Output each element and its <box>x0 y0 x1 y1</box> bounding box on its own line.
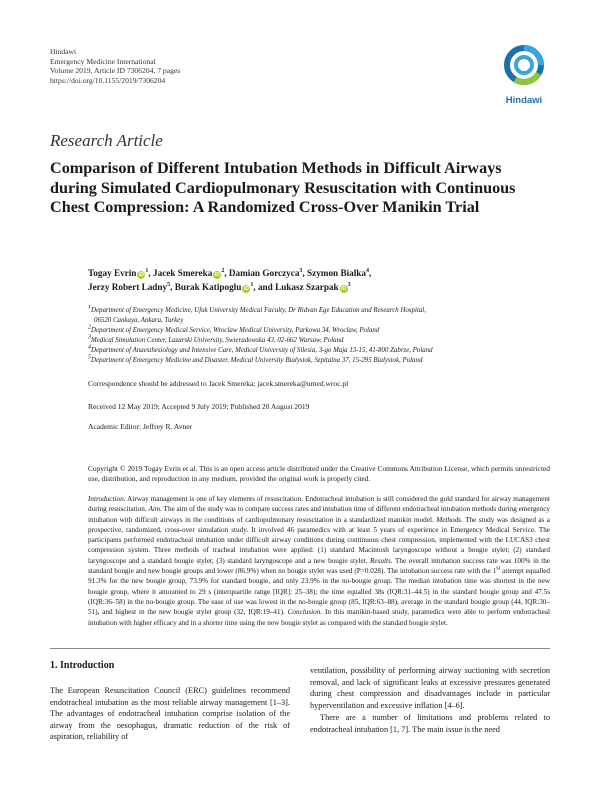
publication-dates: Received 12 May 2019; Accepted 9 July 2019; Published 20 August 2019 <box>88 402 310 411</box>
affiliation-item: $^1$Department of Emergency Medicine, Ufuk University Medical Faculty, Dr Ridvan Ege Education and Research Hospital, <box>88 304 426 314</box>
journal-name: Emergency Medicine International <box>50 56 156 66</box>
abstract-label-introduction: Introduction. <box>88 495 126 503</box>
body-column-left <box>50 685 290 743</box>
author[interactable]: Jacek Smereka $iD^2$ <box>153 267 225 278</box>
copyright-notice: Copyright © 2019 Togay Evrin et al. This is an open access article distributed under the Creative Commons Attribution License, which permits unrestricted use, distribution, and reproduction in any medium, provided the original work is properly cited. <box>88 464 550 484</box>
hindawi-logo <box>496 42 552 104</box>
volume-info: Volume 2019, Article ID 7306204, 7 pages <box>50 66 181 76</box>
section-divider <box>50 648 550 649</box>
paragraph: The European Resuscitation Council (ERC) guidelines recommend endotracheal intubation as the most reliable airway management [1–3]. The advantages of endotracheal intubation comprise isolation of the airway from the oesophagus, dramatic reduction of the risk of aspiration, reliability of <box>50 686 290 742</box>
abstract-label-results: Results. <box>370 556 393 565</box>
affiliation-item: $^2$Department of Emergency Medical Service, Wroclaw Medical University, Parkowa 34, Wroclaw, Poland <box>88 324 380 335</box>
hindawi-logo-icon <box>496 42 552 88</box>
section-heading: 1. Introduction <box>50 660 115 671</box>
article-title: Comparison of Different Intubation Methods in Difficult Airways during Simulated Cardiopulmonary Resuscitation with Continuous Chest Compression: A Randomized Cross-Over Manikin Trial <box>50 159 516 216</box>
affiliation-item: $^4$Department of Anaesthesiology and Intensive Care, Medical University of Silesia, 3-go Maja 13-15, 41-800 Zabrze, Poland <box>88 345 433 355</box>
body-column-right <box>310 665 550 736</box>
publisher-name: Hindawi <box>50 47 77 56</box>
abstract: Introduction. Airway management is one of key elements of resuscitation. Endotracheal intubation is still considered the gold standard for airway management during resuscitation. Aim. The aim of the study was to compare success rates and intubation time of different endotracheal intubation methods during emergency intubation with difficult airways in the conditions of cardiopulmonary resuscitation in a standardized manikin model. Methods. The study was designed as a prospective, randomized, cross-over simulation study. It involved 46 paramedics with at least 5 years of experience in Emergency Medical Service. The participants performed endotracheal intubation under difficult airway conditions during continuous chest compression, implemented with the LUCAS3 chest compression system. Three methods of tracheal intubation were applied: (1) standard Macintosh laryngoscope without a bougie stylet; (2) standard laryngoscope and a standard bougie stylet; (3) standard laryngoscope and a new bougie stylet. Results. The overall intubation success rate was 100% in the standard bougie and new bougie groups and lower (86.9%) when no bougie stylet was used (P=0.028). The intubation success rate with the 1st attempt equalled 91.3% for the new bougie group, 73.9% for standard bougie, and only 23.9% in the no-bougie group. The median intubation time was shortest in the new bougie group, where it amounted to 29 s (interquartile range [IQR]: 25–38); the time equalled 38s (IQR:31–44.5) in the standard bougie group and 47.5s (IQR:36–58) in the no-bougie group. The ease of use was lowest in the no-bougie group (85, IQR:63–88), average in the standard bougie group (44, IQR:30–51), and highest in the new bougie stylet group (32, IQR:19–41). Conclusion. In this manikin-based study, paramedics were able to perform endotracheal intubation with higher efficacy and in a shorter time using the new bougie stylet as compared with the standard bougie stylet. <box>88 495 551 627</box>
article-type: Research Article <box>50 131 163 150</box>
journal-header <box>50 47 180 85</box>
orcid-icon[interactable]: iD <box>243 286 249 292</box>
paragraph: ventilation, possibility of performing airway suctioning with secretion removal, and lack of significant leaks at excessive pressures generated during chest compression and disadvantages include in particular hyperventilation and excessive inflation [4–6]. <box>310 666 550 710</box>
affiliation-item: $^3$Medical Simulation Center, Lazarski University, Swieradowska 43, 02-662 Warsaw, Poland <box>88 334 344 345</box>
academic-editor: Academic Editor: Jeffrey R. Avner <box>88 422 193 431</box>
doi-link[interactable]: https://doi.org/10.1155/2019/7306204 <box>50 75 166 85</box>
author[interactable]: Damian Gorczyca$^3$ <box>228 267 303 278</box>
author-list: Togay Evrin $iD^1$, Jacek Smereka $iD^2$, Damian Gorczyca$^3$, Szymon Bialka$^4$, Jerzy Robert Ladny$^5$, Burak Katipoglu $iD^1$, and Lukasz Szarpak $iD^3$ <box>88 267 372 292</box>
paragraph: There are a number of limitations and problems related to endotracheal intubation [1, 7]. The main issue is the need <box>310 713 550 734</box>
author[interactable]: Szymon Bialka$^4$ <box>307 267 369 278</box>
abstract-label-conclusion: Conclusion. <box>287 608 323 617</box>
affiliation-item: $^5$Department of Emergency Medicine and Disaster, Medical University Bialystok, Szpitalna 37, 15-295 Bialystok, Poland <box>88 355 423 365</box>
affiliation-item-cont: 06520 Cankaya, Ankara, Turkey <box>94 317 184 325</box>
logo-wordmark: Hindawi <box>505 95 543 106</box>
author[interactable]: Burak Katipoglu $iD^1$ <box>174 281 254 292</box>
affiliations <box>88 306 558 367</box>
abstract-label-methods: Methods. <box>436 515 463 524</box>
orcid-icon[interactable]: iD <box>138 272 144 278</box>
author[interactable]: Togay Evrin $iD^1$ <box>88 267 149 278</box>
abstract-label-aim: Aim. <box>148 505 162 514</box>
author[interactable]: Jerzy Robert Ladny$^5$ <box>88 281 171 292</box>
orcid-icon[interactable]: iD <box>214 272 220 278</box>
author[interactable]: Lukasz Szarpak $iD^3$ <box>275 281 351 292</box>
correspondence: Correspondence should be addressed to Jacek Smereka; jacek.smereka@umed.wroc.pl <box>88 379 349 388</box>
orcid-icon[interactable]: iD <box>341 286 347 292</box>
